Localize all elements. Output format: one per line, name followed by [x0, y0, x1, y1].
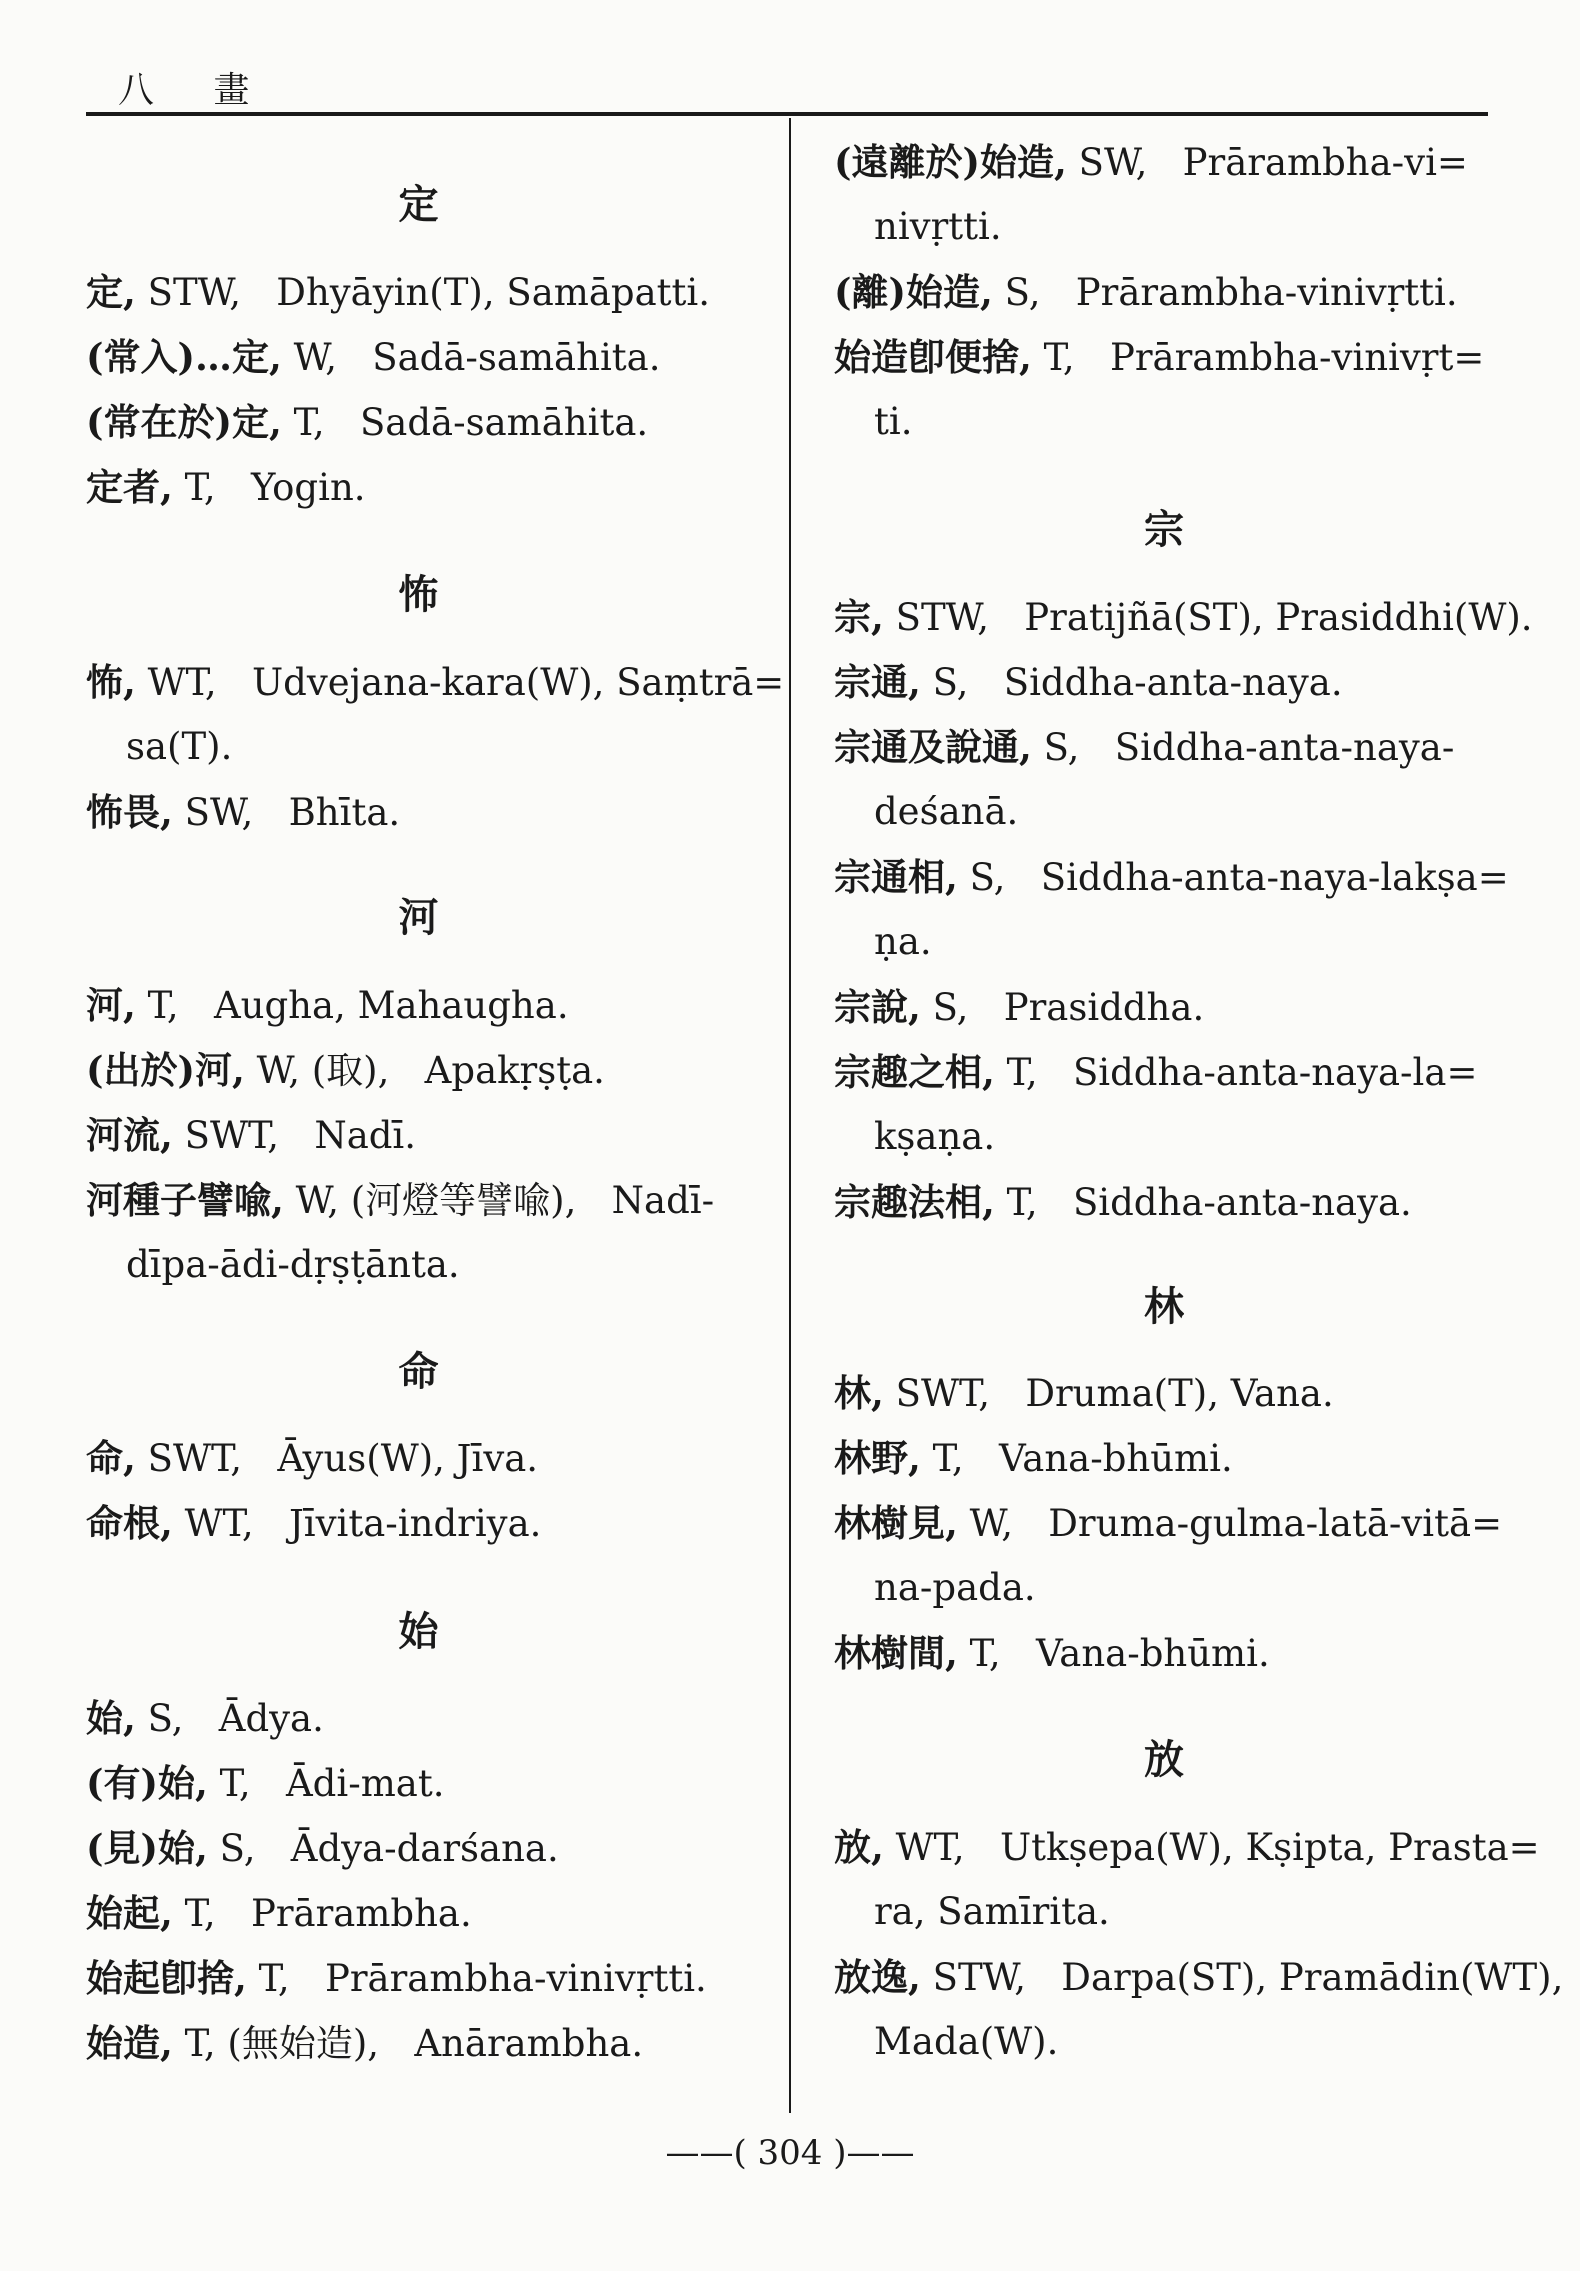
entry-continuation: dīpa-ādi-dṛṣṭānta.: [126, 1243, 460, 1286]
dictionary-entry: [86, 332, 660, 383]
dictionary-entry: [834, 1822, 1540, 1873]
entry-term: 怖畏,: [86, 790, 173, 834]
entry-term: 始起,: [86, 1891, 173, 1935]
dictionary-entry: [86, 1888, 472, 1939]
column-divider: [789, 118, 791, 2113]
dictionary-entry: [834, 1628, 1270, 1679]
entry-gloss: SWT, Druma(T), Vana.: [883, 1372, 1334, 1415]
section-heading: 定: [398, 181, 439, 228]
dictionary-entry: [834, 1433, 1233, 1484]
dictionary-entry: [834, 267, 1458, 318]
entry-gloss: STW, Dhyāyin(T), Samāpatti.: [135, 271, 711, 314]
entry-term: 河種子譬喩,: [86, 1178, 284, 1222]
dictionary-entry: [86, 1175, 714, 1226]
section-heading: 河: [398, 894, 439, 941]
entry-term: 宗趣法相,: [834, 1180, 995, 1224]
entry-gloss: T, Siddha-anta-naya.: [994, 1181, 1412, 1224]
dictionary-entry: [834, 852, 1509, 903]
entry-gloss: S, Siddha-anta-naya.: [920, 661, 1343, 704]
entry-gloss: S, Ādya-darśana.: [207, 1827, 559, 1870]
entry-gloss: SW, Prārambha-vi=: [1066, 141, 1468, 184]
entry-continuation: ti.: [874, 400, 913, 443]
section-heading: 始: [398, 1608, 439, 1655]
entry-gloss: SW, Bhīta.: [172, 791, 401, 834]
entry-gloss: T, Ādi-mat.: [207, 1762, 445, 1805]
entry-term: 宗通相,: [834, 855, 958, 899]
dictionary-entry: [86, 462, 366, 513]
entry-gloss: T, Yogin.: [172, 466, 366, 509]
dictionary-entry: [86, 1110, 416, 1161]
entry-term: 宗,: [834, 595, 884, 639]
entry-term: 命根,: [86, 1501, 173, 1545]
entry-term: (遠離於)始造,: [834, 140, 1067, 184]
entry-gloss: T, Prārambha-vinivṛt=: [1031, 336, 1485, 379]
entry-gloss: W, (取), Apakṛṣṭa.: [244, 1049, 605, 1092]
dictionary-entry: [86, 1433, 538, 1484]
entry-gloss: STW, Darpa(ST), Pramādin(WT),: [920, 1956, 1564, 1999]
dictionary-entry: [86, 1823, 559, 1874]
entry-term: 河流,: [86, 1113, 173, 1157]
entry-gloss: T, (無始造), Anārambha.: [172, 2022, 644, 2065]
dictionary-entry: [86, 397, 648, 448]
running-head: 八 畫: [118, 70, 274, 111]
entry-continuation: kṣaṇa.: [874, 1115, 996, 1158]
entry-gloss: S, Siddha-anta-naya-lakṣa=: [957, 856, 1509, 899]
entry-term: 宗說,: [834, 985, 921, 1029]
dictionary-entry: [834, 1368, 1334, 1419]
section-heading: 林: [1144, 1283, 1184, 1330]
dictionary-entry: [834, 592, 1533, 643]
entry-continuation: deśanā.: [874, 790, 1019, 833]
section-heading: 怖: [398, 571, 439, 618]
dictionary-entry: [86, 787, 400, 838]
dictionary-entry: [834, 982, 1204, 1033]
entry-term: 始起卽捨,: [86, 1956, 247, 2000]
entry-gloss: SWT, Nadī.: [172, 1114, 417, 1157]
dictionary-entry: [86, 980, 569, 1031]
entry-term: (出於)河,: [86, 1048, 245, 1092]
header-rule: [86, 112, 1488, 116]
entry-term: 林樹見,: [834, 1501, 958, 1545]
entry-term: (常入)…定,: [86, 335, 282, 379]
entry-gloss: T, Prārambha-vinivṛtti.: [246, 1957, 707, 2000]
entry-gloss: T, Prārambha.: [172, 1892, 472, 1935]
entry-term: 定者,: [86, 465, 173, 509]
entry-term: 定,: [86, 270, 136, 314]
entry-gloss: T, Sadā-samāhita.: [281, 401, 649, 444]
entry-term: (有)始,: [86, 1761, 208, 1805]
entry-gloss: STW, Pratijñā(ST), Prasiddhi(W).: [883, 596, 1533, 639]
entry-term: 宗通,: [834, 660, 921, 704]
dictionary-entry: [834, 1952, 1563, 2003]
entry-continuation: ra, Samīrita.: [874, 1890, 1110, 1933]
entry-term: 始,: [86, 1696, 136, 1740]
dictionary-entry: [834, 657, 1343, 708]
entry-gloss: T, Vana-bhūmi.: [920, 1437, 1233, 1480]
entry-term: 放逸,: [834, 1955, 921, 1999]
entry-gloss: S, Prasiddha.: [920, 986, 1205, 1029]
entry-term: (常在於)定,: [86, 400, 282, 444]
entry-gloss: T, Vana-bhūmi.: [957, 1632, 1270, 1675]
entry-term: (見)始,: [86, 1826, 208, 1870]
entry-continuation: Mada(W).: [874, 2020, 1059, 2063]
dictionary-entry: [834, 1498, 1502, 1549]
entry-gloss: T, Augha, Mahaugha.: [135, 984, 569, 1027]
dictionary-entry: [834, 1047, 1477, 1098]
entry-term: (離)始造,: [834, 270, 993, 314]
dictionary-entry: [86, 1758, 444, 1809]
dictionary-entry: [86, 2018, 643, 2069]
entry-gloss: S, Ādya.: [135, 1697, 324, 1740]
entry-gloss: S, Prārambha-vinivṛtti.: [992, 271, 1458, 314]
dictionary-entry: [86, 1045, 605, 1096]
entry-gloss: WT, Utkṣepa(W), Kṣipta, Prasta=: [883, 1826, 1540, 1869]
entry-term: 宗通及說通,: [834, 725, 1032, 769]
entry-term: 怖,: [86, 660, 136, 704]
page-folio: ——( 304 )——: [665, 2133, 915, 2173]
entry-term: 林樹間,: [834, 1631, 958, 1675]
entry-gloss: T, Siddha-anta-naya-la=: [994, 1051, 1478, 1094]
entry-term: 始造,: [86, 2021, 173, 2065]
entry-term: 命,: [86, 1436, 136, 1480]
dictionary-entry: [86, 267, 710, 318]
dictionary-entry: [86, 657, 784, 708]
section-heading: 命: [398, 1348, 439, 1395]
entry-gloss: W, Sadā-samāhita.: [281, 336, 661, 379]
entry-term: 宗趣之相,: [834, 1050, 995, 1094]
entry-gloss: W, (河燈等譬喩), Nadī-: [283, 1179, 715, 1222]
entry-term: 河,: [86, 983, 136, 1027]
entry-term: 林野,: [834, 1436, 921, 1480]
entry-gloss: S, Siddha-anta-naya-: [1031, 726, 1455, 769]
dictionary-entry: [86, 1498, 541, 1549]
entry-term: 林,: [834, 1371, 884, 1415]
entry-continuation: sa(T).: [126, 725, 233, 768]
entry-continuation: na-pada.: [874, 1566, 1036, 1609]
entry-gloss: SWT, Āyus(W), Jīva.: [135, 1437, 539, 1480]
entry-gloss: W, Druma-gulma-latā-vitā=: [957, 1502, 1503, 1545]
dictionary-entry: [86, 1953, 707, 2004]
dictionary-entry: [834, 137, 1468, 188]
dictionary-entry: [834, 332, 1484, 383]
entry-gloss: WT, Jīvita-indriya.: [172, 1502, 542, 1545]
entry-gloss: WT, Udvejana-kara(W), Saṃtrā=: [135, 661, 785, 704]
dictionary-entry: [834, 722, 1454, 773]
section-heading: 宗: [1144, 506, 1184, 553]
entry-continuation: nivṛtti.: [874, 205, 1002, 248]
dictionary-entry: [834, 1177, 1412, 1228]
section-heading: 放: [1144, 1736, 1184, 1783]
dictionary-entry: [86, 1693, 324, 1744]
entry-term: 放,: [834, 1825, 884, 1869]
entry-continuation: ṇa.: [874, 920, 932, 963]
entry-term: 始造卽便捨,: [834, 335, 1032, 379]
